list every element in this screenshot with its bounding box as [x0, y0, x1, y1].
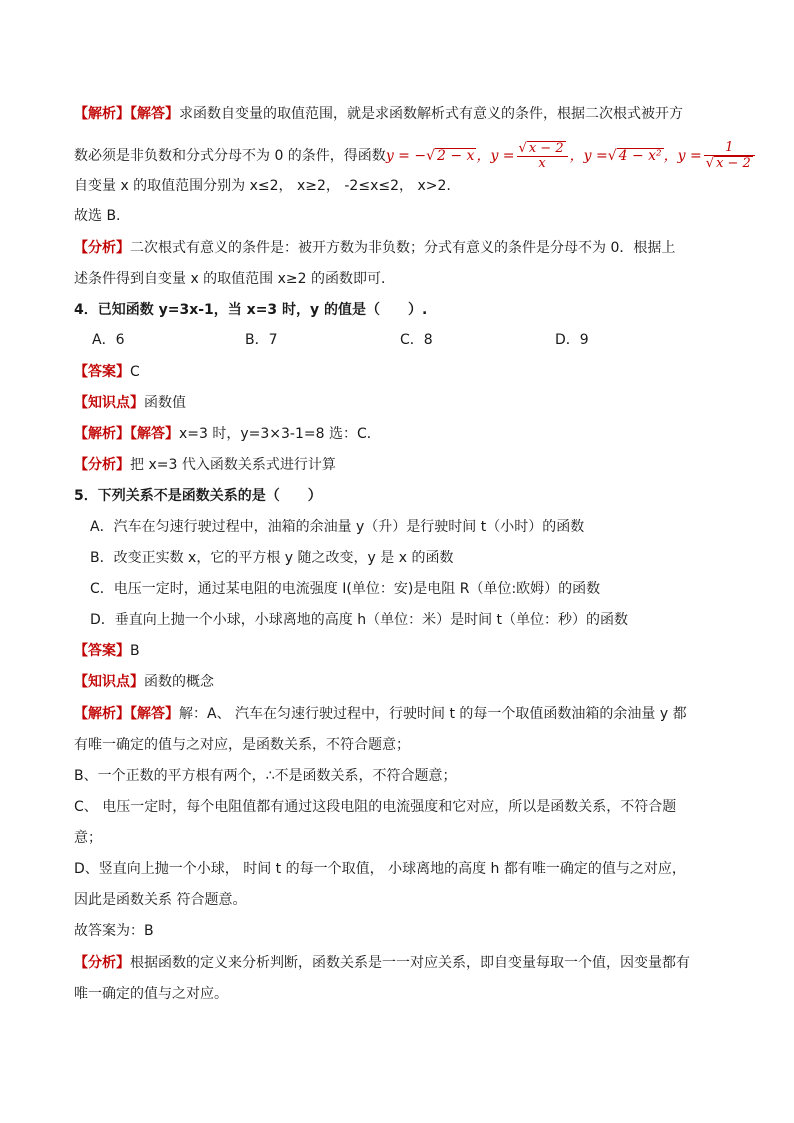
analysis-text: 数必须是非负数和分式分母不为 0 的条件，得函数: [74, 148, 386, 164]
q5-conclusion: [74, 921, 154, 941]
analysis-text: B、一个正数的平方根有两个，∴不是函数关系，不符合题意；: [74, 768, 457, 784]
q5-comment-line2: [74, 984, 228, 1004]
radicand: 2 − x: [437, 148, 475, 164]
conclusion-text: 故选 B.: [74, 208, 121, 224]
formula-3: ，y =√ 4 − x²: [569, 148, 662, 164]
q3-analysis-line2: [74, 139, 757, 173]
formula-lhs: ，y =: [476, 148, 515, 164]
knowledge-tag: 【知识点】: [74, 395, 144, 411]
analysis-tag: 【解析】【解答】: [74, 106, 179, 122]
comment-text: 唯一确定的值与之对应。: [74, 986, 228, 1002]
option-text: A．汽车在匀速行驶过程中，油箱的余油量 y（升）是行驶时间 t（小时）的函数: [90, 519, 585, 535]
analysis-text: 有唯一确定的值与之对应，是函数关系，不符合题意；: [74, 737, 410, 753]
denominator: x: [538, 156, 546, 171]
knowledge-tag: 【知识点】: [74, 674, 144, 690]
analysis-text: 解：A、 汽车在匀速行驶过程中，行驶时间 t 的每一个取值函数油箱的余油量 y 都: [179, 706, 687, 722]
option-b: B．7: [245, 332, 278, 348]
formula-lhs: ，y =: [569, 148, 608, 164]
q4-options: [92, 330, 589, 350]
q5-analysis-line3: [74, 766, 457, 786]
knowledge-text: 函数的概念: [144, 674, 214, 690]
q5-comment-line1: [74, 953, 690, 973]
q5-analysis-line2: [74, 735, 410, 755]
question-stem: 4．已知函数 y=3x-1，当 x=3 时，y 的值是（ ）.: [74, 302, 428, 318]
comment-tag: 【分析】: [74, 240, 130, 256]
q3-comment-line1: [74, 238, 675, 258]
answer-tag: 【答案】: [74, 643, 130, 659]
comment-tag: 【分析】: [74, 457, 130, 473]
q5-analysis-line7: [74, 890, 246, 910]
option-d: D．9: [555, 332, 589, 348]
formula-1: y = −√ 2 − x: [385, 148, 475, 164]
radicand: 4 − x²: [618, 148, 662, 164]
analysis-text: C、 电压一定时，每个电阻值都有通过这段电阻的电流强度和它对应，所以是函数关系，不符合题: [74, 799, 677, 815]
numerator: 1: [704, 141, 755, 156]
q5-option-d: [90, 610, 628, 630]
answer-tag: 【答案】: [74, 364, 130, 380]
analysis-text: 因此是函数关系 符合题意。: [74, 892, 247, 908]
comment-text: 二次根式有意义的条件是：被开方数为非负数；分式有意义的条件是分母不为 0．根据上: [130, 240, 676, 256]
answer-value: C: [130, 364, 140, 380]
q5-knowledge: [74, 672, 214, 692]
knowledge-text: 函数值: [144, 395, 186, 411]
q5-analysis-line1: [74, 704, 687, 724]
formula-2: ，y = $\frac{√ x - 2}{x}$: [476, 148, 569, 164]
formula-4: ，y = $\frac{1}{√ x - 2}$: [664, 148, 757, 164]
option-text: B．改变正实数 x，它的平方根 y 随之改变，y 是 x 的函数: [90, 550, 454, 566]
q5-option-c: [90, 579, 600, 599]
q4-stem: [74, 300, 427, 320]
q4-analysis: [74, 424, 381, 444]
comment-text: 述条件得到自变量 x 的取值范围 x≥2 的函数即可．: [74, 271, 396, 287]
q5-stem: [74, 486, 322, 506]
analysis-tag: 【解析】【解答】: [74, 706, 179, 722]
q3-analysis-line1: [74, 104, 683, 124]
analysis-text: 意；: [74, 830, 102, 846]
option-text: C．电压一定时，通过某电阻的电流强度 I(单位：安)是电阻 R（单位:欧姆）的函数: [90, 581, 601, 597]
option-c: C．8: [400, 332, 433, 348]
q3-conclusion: [74, 206, 121, 226]
answer-value: B: [130, 643, 140, 659]
q4-answer: [74, 362, 140, 382]
formula-lhs: y = −: [385, 148, 427, 164]
analysis-text: 求函数自变量的取值范围，就是求函数解析式有意义的条件，根据二次根式被开方: [179, 106, 683, 122]
question-stem: 5．下列关系不是函数关系的是（ ）: [74, 488, 322, 504]
analysis-text: 自变量 x 的取值范围分别为 x≤2， x≥2， -2≤x≤2， x>2.: [74, 178, 451, 194]
q5-answer: [74, 641, 140, 661]
q5-analysis-line4: [74, 797, 676, 817]
q5-analysis-line6: [74, 859, 686, 879]
q5-option-a: [90, 517, 584, 537]
analysis-text: x=3 时，y=3×3-1=8 选：C．: [179, 426, 381, 442]
q4-knowledge: [74, 393, 186, 413]
denominator: x − 2: [716, 156, 751, 171]
numerator: x − 2: [528, 141, 564, 156]
q5-option-b: [90, 548, 453, 568]
q3-analysis-line3: [74, 176, 451, 196]
option-a: A．6: [92, 332, 125, 348]
analysis-text: D、竖直向上抛一个小球， 时间 t 的每一个取值， 小球离地的高度 h 都有唯一确定的值与之对应，: [74, 861, 686, 877]
q4-comment: [74, 455, 336, 475]
formula-lhs: ，y =: [663, 148, 702, 164]
option-text: D．垂直向上抛一个小球，小球离地的高度 h（单位：米）是时间 t（单位：秒）的函数: [90, 612, 629, 628]
q5-analysis-line5: [74, 828, 102, 848]
comment-text: 把 x=3 代入函数关系式进行计算: [130, 457, 336, 473]
conclusion-text: 故答案为：B: [74, 923, 154, 939]
q3-comment-line2: [74, 269, 395, 289]
analysis-tag: 【解析】【解答】: [74, 426, 179, 442]
comment-text: 根据函数的定义来分析判断，函数关系是一一对应关系，即自变量每取一个值，因变量都有: [130, 955, 690, 971]
comment-tag: 【分析】: [74, 955, 130, 971]
